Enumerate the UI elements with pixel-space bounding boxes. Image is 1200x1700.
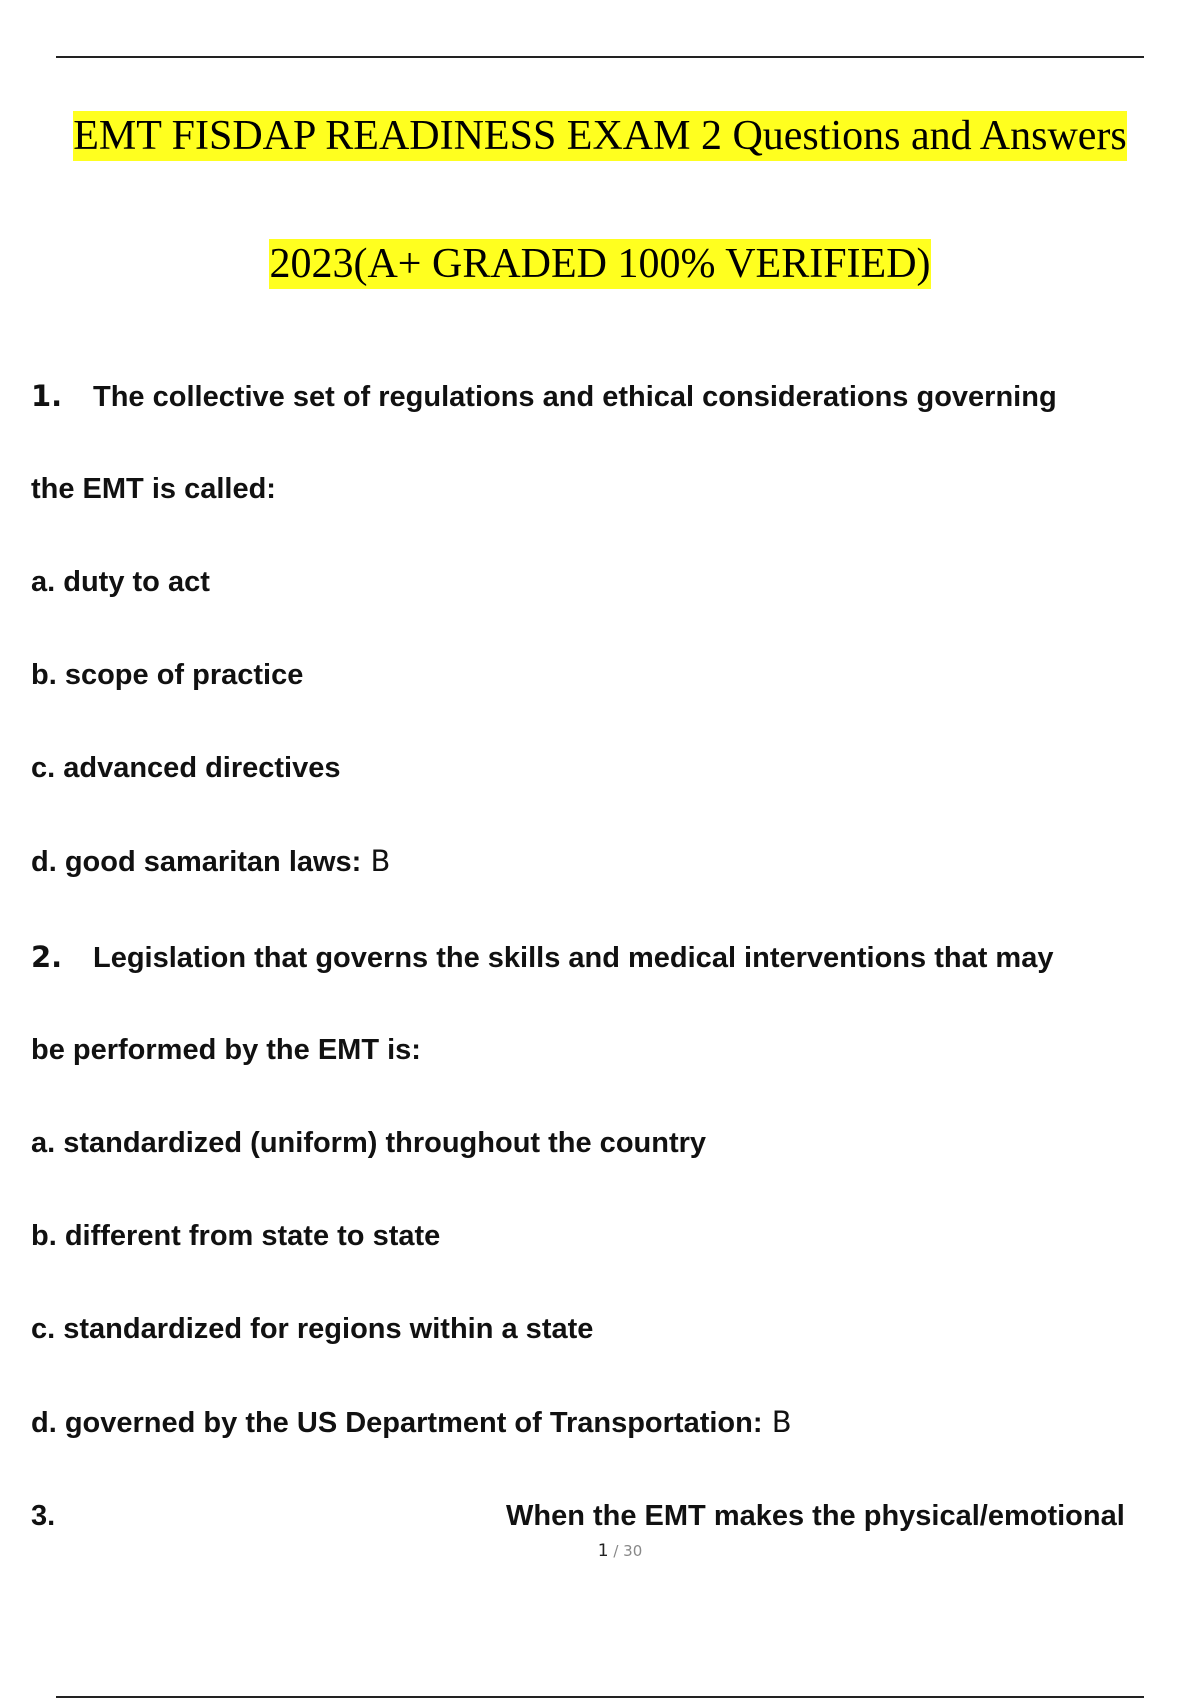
- document-title-line-2: [0, 238, 1200, 290]
- question-2-option-c: c. standardized for regions within a state: [31, 1313, 594, 1345]
- question-2-option-d-text: d. governed by the US Department of Transportation:: [31, 1407, 763, 1439]
- bottom-rule: [56, 1696, 1144, 1698]
- question-1-option-d-text: d. good samaritan laws:: [31, 846, 362, 878]
- question-2-answer: B: [762, 1405, 792, 1439]
- question-2-option-b: b. different from state to state: [31, 1220, 441, 1252]
- question-1-option-d: [31, 843, 390, 880]
- top-rule: [56, 56, 1144, 58]
- question-1-stem-text: The collective set of regulations and ethical considerations governing: [93, 381, 1057, 413]
- question-1-answer: B: [361, 844, 391, 878]
- question-2-stem-text: Legislation that governs the skills and medical interventions that may: [93, 942, 1054, 974]
- question-3-stem-line-1: When the EMT makes the physical/emotional: [506, 1500, 1125, 1532]
- page-current: 1: [597, 1541, 609, 1561]
- title-highlight-2: 2023(A+ GRADED 100% VERIFIED): [269, 241, 931, 287]
- document-title-line-1: [0, 110, 1200, 162]
- question-1-number: 1.: [31, 379, 63, 413]
- page-total: / 30: [608, 1542, 643, 1560]
- question-1-option-b: b. scope of practice: [31, 659, 304, 691]
- question-1-stem-line-2: the EMT is called:: [31, 473, 276, 505]
- question-1-stem-line-1: [31, 378, 1057, 415]
- question-1-option-c: c. advanced directives: [31, 752, 341, 784]
- title-highlight-1: EMT FISDAP READINESS EXAM 2 Questions and Answers: [73, 113, 1127, 159]
- question-1-option-a: a. duty to act: [31, 566, 210, 598]
- question-2-number: 2.: [31, 940, 63, 974]
- question-2-stem-line-1: [31, 939, 1053, 976]
- question-3-number: 3.: [31, 1500, 56, 1532]
- question-2-stem-line-2: be performed by the EMT is:: [31, 1034, 421, 1066]
- question-2-option-d: [31, 1404, 792, 1441]
- page-indicator: [0, 1541, 1200, 1561]
- question-2-option-a: a. standardized (uniform) throughout the country: [31, 1127, 707, 1159]
